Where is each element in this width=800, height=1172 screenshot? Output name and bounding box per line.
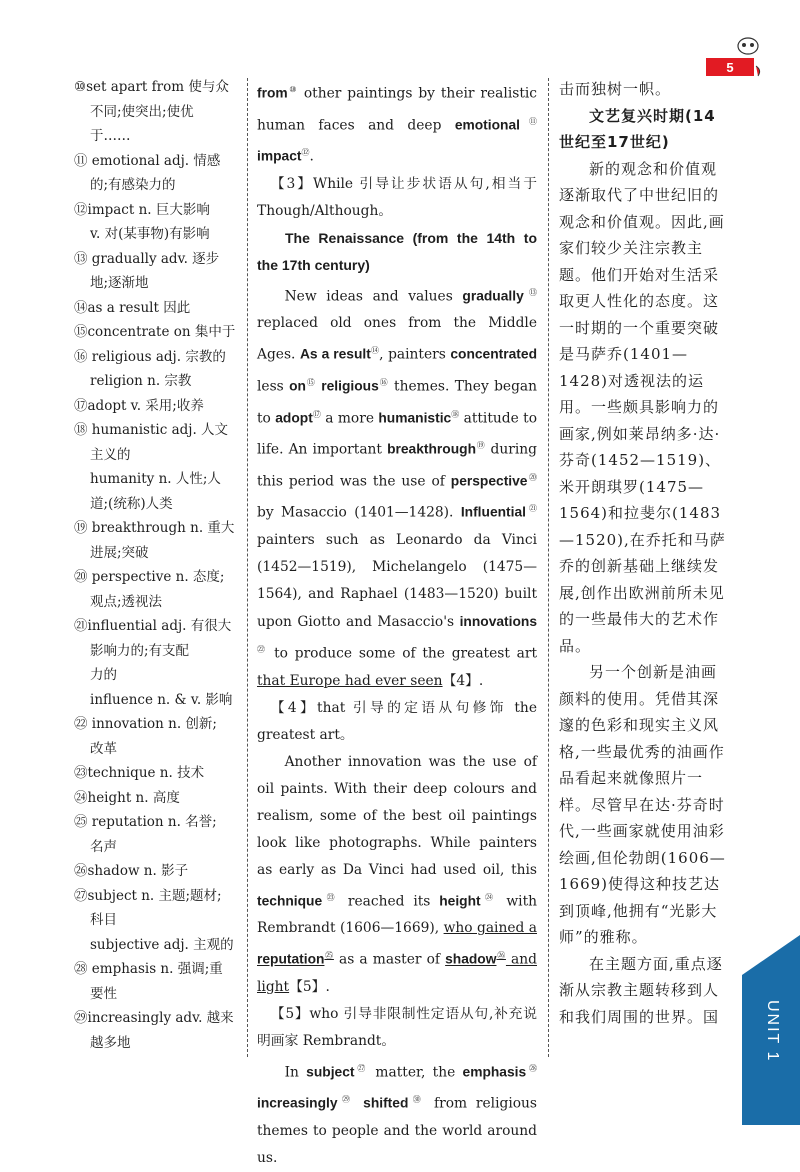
vocab-line: ⑩set apart from 使与众: [74, 79, 229, 95]
vocab-line: ⑪ emotional adj. 情感: [74, 152, 221, 169]
footnote-marker: ⑮: [305, 377, 316, 387]
chinese-paragraph-1: 新的观念和价值观逐渐取代了中世纪旧的观念和价值观。因此,画家们较少关注宗教主题。他们开始对生活采取更人性化的态度。这一时期的一个重要突破是马萨乔(1401—1428)对透视法的运用。一些颇具影响力的画家,例如莱昂纳多·达·芬奇(1452—1519)、米开朗琪罗(1475—1564)和拉斐尔(1483—1520),在乔托和马萨乔的创新基础上继续发展,创作出欧洲前所未见的一些最伟大的艺术作品。: [559, 159, 726, 655]
text-segment: Influential: [460, 504, 526, 520]
text-segment: emphasis: [462, 1064, 527, 1080]
text-segment: on: [289, 378, 306, 394]
vocab-entry: [74, 296, 240, 321]
text-segment: [354, 1096, 363, 1112]
vocab-entry: [74, 859, 240, 884]
vocab-line: 不同;使突出;使优: [90, 103, 194, 120]
text-segment: during this period was the use of: [257, 441, 537, 490]
text-segment: New ideas and values: [284, 288, 463, 305]
vocab-line: ㉓technique n. 技术: [74, 765, 205, 781]
footnote-marker: ⑱: [451, 409, 460, 419]
vocab-line: ㉑influential adj. 有很大: [74, 618, 232, 634]
english-paragraph-1: [257, 76, 537, 171]
text-segment: 【4】.: [442, 672, 484, 689]
footnote-marker: ⑬: [523, 287, 537, 297]
text-segment: gradually: [462, 288, 524, 304]
footnote-marker: ⑲: [476, 441, 486, 451]
text-segment: increasingly: [257, 1095, 338, 1111]
vocab-entry: [74, 810, 240, 859]
footnote-marker: ⑭: [370, 346, 380, 356]
text-segment: 【5】.: [289, 978, 330, 995]
vocab-line: ⑱ humanistic adj. 人文: [74, 422, 229, 438]
text-segment: perspective: [450, 473, 528, 489]
vocab-line: ⑬ gradually adv. 逐步: [74, 250, 220, 267]
vocab-entry: [74, 418, 240, 516]
column-divider: [247, 78, 248, 1057]
section-heading-zh: 文艺复兴时期(14世纪至17世纪): [559, 106, 716, 151]
vocab-line: v. 对(某事物)有影响: [90, 226, 210, 242]
column-divider: [548, 78, 549, 1057]
text-segment: impact: [257, 148, 302, 164]
vocab-line: ⑰adopt v. 采用;收养: [74, 397, 204, 414]
english-paragraph-4: [257, 1055, 537, 1172]
vocab-line: ㉒ innovation n. 创新;: [74, 716, 217, 732]
vocab-line: 要性: [90, 985, 117, 1002]
vocab-line: 影响力的;有支配: [90, 642, 190, 659]
vocab-line: 名声: [90, 838, 117, 855]
page-number: 5: [706, 58, 754, 76]
vocab-line: subjective adj. 主观的: [90, 936, 234, 953]
vocab-line: 科目: [90, 912, 117, 928]
vocab-entry: [74, 1006, 240, 1055]
vocab-line: 越多地: [90, 1034, 131, 1051]
text-segment: breakthrough: [387, 441, 476, 457]
english-paragraph-2: [257, 279, 537, 695]
footnote-marker: ㉚: [408, 1095, 426, 1105]
text-segment: religious: [321, 378, 379, 394]
grammar-note-5: 【5】who 引导非限制性定语从句,补充说明画家 Rembrandt。: [257, 1005, 537, 1049]
vocab-line: 地;逐渐地: [90, 275, 149, 291]
text-segment: themes. They began to: [257, 378, 538, 427]
text-segment: shadow: [445, 951, 497, 967]
vocab-line: ㉗subject n. 主题;题材;: [74, 887, 222, 904]
text-segment: by Masaccio (1401—1428).: [257, 504, 461, 521]
text-segment: that Europe had ever seen: [257, 672, 443, 689]
vocabulary-list: [74, 75, 240, 1055]
footnote-marker: ㉕: [324, 951, 334, 961]
vocab-line: ⑯ religious adj. 宗教的: [74, 348, 226, 365]
vocab-line: ⑫impact n. 巨大影响: [74, 201, 210, 218]
text-segment: with Rembrandt (1606—1669),: [257, 893, 538, 937]
chinese-translation: [559, 76, 727, 1030]
vocab-entry: [74, 712, 240, 761]
text-segment: , painters: [379, 346, 451, 363]
vocab-line: ㉙increasingly adv. 越来: [74, 1010, 234, 1026]
vocab-entry: [74, 614, 240, 712]
vocab-line: 的;有感染力的: [90, 177, 176, 193]
unit-label: UNIT 1: [764, 1000, 781, 1063]
vocab-entry: [74, 320, 240, 345]
text-segment: as a master of: [333, 951, 446, 968]
vocab-line: ㉘ emphasis n. 强调;重: [74, 961, 223, 977]
vocab-line: humanity n. 人性;人: [90, 471, 221, 487]
vocab-line: 力的: [90, 667, 117, 683]
footnote-marker: ⑩: [287, 85, 298, 94]
vocab-entry: [74, 565, 240, 614]
text-segment: emotional: [454, 117, 520, 133]
vocab-entry: [74, 149, 240, 198]
vocab-entry: [74, 198, 240, 247]
footnote-marker: ㉑: [525, 504, 537, 514]
vocab-entry: [74, 247, 240, 296]
chinese-paragraph-0: 击而独树一帜。: [559, 80, 672, 98]
text-segment: from: [257, 85, 288, 101]
footnote-marker: ㉒: [257, 644, 268, 654]
footnote-marker: ⑪: [519, 116, 537, 126]
vocab-line: ㉔height n. 高度: [74, 789, 180, 806]
footnote-marker: ⑫: [301, 148, 310, 158]
vocab-entry: [74, 345, 240, 394]
vocab-entry: [74, 957, 240, 1006]
vocab-line: 改革: [90, 740, 117, 757]
text-segment: who gained a: [443, 920, 537, 937]
text-segment: humanistic: [378, 410, 452, 426]
text-segment: attitude to life. An important: [257, 410, 538, 458]
vocab-line: ㉕ reputation n. 名誉;: [74, 814, 217, 830]
footnote-marker: ㉔: [480, 892, 498, 902]
text-segment: In: [284, 1064, 307, 1081]
vocab-line: influence n. & v. 影响: [90, 691, 233, 708]
vocab-line: ㉖shadow n. 影子: [74, 863, 189, 879]
text-segment: other paintings by their realistic human faces and deep: [257, 85, 538, 134]
vocab-entry: [74, 884, 240, 958]
vocab-entry: [74, 75, 240, 149]
text-segment: painters such as Leonardo da Vinci (1452—1519), Michelangelo (1475—1564), and Raphael (1483—1520) built upon Giotto and Masaccio's: [257, 531, 537, 630]
text-segment: innovations: [459, 613, 537, 629]
vocab-line: ⑲ breakthrough n. 重大: [74, 520, 235, 536]
vocab-line: 道;(统称)人类: [90, 495, 173, 512]
vocab-line: ⑳ perspective n. 态度;: [74, 569, 225, 585]
text-segment: As a result: [299, 346, 371, 362]
text-segment: reputation: [257, 951, 325, 967]
footnote-marker: ⑳: [527, 472, 538, 482]
footnote-marker: ㉓: [322, 892, 340, 902]
english-passage: [257, 76, 537, 1172]
chinese-paragraph-2: 另一个创新是油画颜料的使用。凭借其深邃的色彩和现实主义风格,一些最优秀的油画作品看起来就像照片一样。尽管早在达·芬奇时代,一些画家就使用油彩绘画,但伦勃朗(1606—1669)使得这种技艺达到顶峰,他拥有“光影大师”的雅称。: [559, 663, 726, 946]
vocab-line: 于……: [90, 128, 131, 144]
vocab-entry: [74, 786, 240, 811]
vocab-entry: [74, 516, 240, 565]
text-segment: height: [439, 893, 481, 909]
text-segment: and light: [257, 951, 537, 995]
text-segment: less: [257, 378, 290, 395]
text-segment: shifted: [363, 1095, 409, 1111]
chinese-paragraph-3: 在主题方面,重点逐渐从宗教主题转移到人和我们周围的世界。国: [559, 954, 723, 1026]
text-segment: concentrated: [450, 346, 537, 362]
text-segment: technique: [257, 893, 323, 909]
footnote-marker: ㉖: [496, 951, 506, 961]
footnote-marker: ⑯: [378, 377, 389, 387]
text-segment: a more: [320, 410, 379, 427]
english-paragraph-3: [257, 749, 537, 1001]
vocab-line: religion n. 宗教: [90, 373, 192, 389]
text-segment: reached its: [339, 893, 440, 910]
footnote-marker: ㉙: [337, 1095, 355, 1105]
text-segment: from religious themes to people and the world around us.: [257, 1095, 538, 1166]
vocab-line: ⑮concentrate on 集中于: [74, 324, 236, 340]
footnote-marker: ㉗: [354, 1063, 369, 1073]
grammar-note-3: 【3】While 引导让步状语从句,相当于 Though/Although。: [257, 175, 537, 219]
text-segment: subject: [306, 1064, 355, 1080]
text-segment: Another innovation was the use of oil paints. With their deep colours and realism, some of the best oil paintings look like photographs. While painters as early as Da Vinci had used oil, this: [257, 753, 537, 878]
vocab-entry: [74, 761, 240, 786]
footnote-marker: ㉘: [526, 1063, 538, 1073]
vocab-line: 进展;突破: [90, 544, 149, 561]
text-segment: replaced old ones from the Middle Ages.: [257, 315, 537, 363]
vocab-line: 主义的: [90, 446, 131, 463]
text-segment: adopt: [275, 410, 313, 426]
vocab-entry: [74, 394, 240, 419]
vocab-line: 观点;透视法: [90, 593, 163, 610]
vocab-line: ⑭as a result 因此: [74, 299, 191, 316]
grammar-note-4: 【4】that 引导的定语从句修饰 the greatest art。: [257, 699, 537, 743]
text-segment: .: [309, 148, 314, 165]
section-heading-en: The Renaissance (from the 14th to the 17th century): [257, 229, 537, 273]
footnote-marker: ⑰: [312, 409, 321, 419]
text-segment: matter, the: [368, 1064, 463, 1081]
text-segment: to produce some of the greatest art: [267, 645, 537, 662]
